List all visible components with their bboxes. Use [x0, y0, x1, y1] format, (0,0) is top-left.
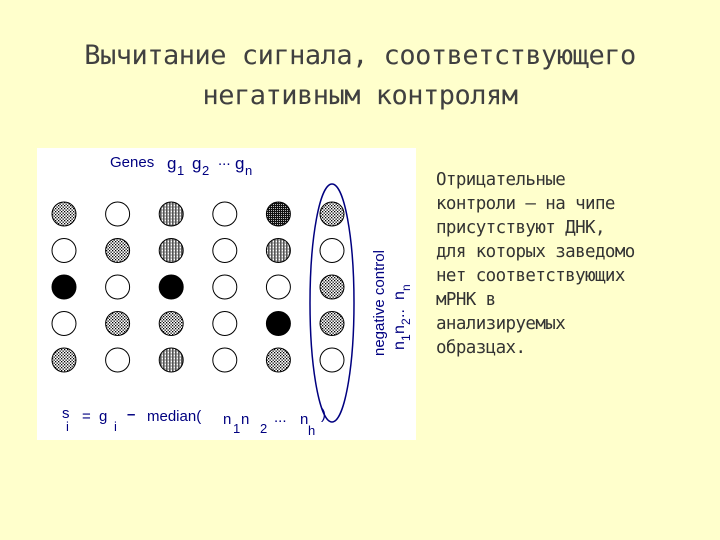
control-n1-sub: 1 [399, 334, 413, 341]
description-line: для которых заведомо [436, 242, 635, 262]
description-line: присутствуют ДНК, [436, 218, 605, 238]
spot-black [266, 312, 290, 336]
formula-n1: n [223, 411, 232, 428]
slide-title-line2: негативным контролям [202, 80, 518, 111]
formula-g-sub: i [114, 419, 117, 434]
microarray-diagram [37, 148, 416, 440]
gene-g1-sub: 1 [177, 163, 185, 178]
gene-g2: g [192, 154, 202, 173]
spot-white [320, 348, 344, 372]
description-line: контроли – на чипе [436, 194, 615, 214]
spot-hatched [159, 348, 183, 372]
spot-white [52, 239, 76, 263]
formula-dots: ... [274, 409, 287, 426]
spot-dotted [52, 348, 76, 372]
spot-white [213, 275, 237, 299]
negative-control-label: negative control [371, 250, 388, 356]
control-dots: .. [391, 309, 408, 318]
formula-s-sub: i [66, 419, 69, 434]
spot-white [106, 202, 130, 226]
spot-hatched [159, 202, 183, 226]
spot-dotted [159, 312, 183, 336]
formula-minus: – [127, 406, 136, 423]
spot-white [106, 275, 130, 299]
spot-white [52, 312, 76, 336]
spot-black [52, 275, 76, 299]
slide-title-line1: Вычитание сигнала, соответствующего [84, 40, 636, 71]
control-nn-sub: n [399, 284, 413, 291]
formula-equals: = [82, 408, 91, 425]
spot-dotted [106, 312, 130, 336]
spot-grid [37, 148, 416, 440]
spot-dotted [320, 202, 344, 226]
spot-dotted [320, 312, 344, 336]
description-line: анализируемых [436, 314, 566, 334]
control-nn: n [391, 291, 408, 300]
description-line: Отрицательные [436, 170, 566, 190]
gene-g2-sub: 2 [202, 163, 210, 178]
formula-nh-sub: h [308, 423, 316, 438]
spot-hatched [266, 239, 290, 263]
spot-black [159, 275, 183, 299]
spot-hatched [159, 239, 183, 263]
formula-g: g [99, 408, 108, 425]
formula-n2: n [241, 411, 250, 428]
spot-white [266, 275, 290, 299]
spot-dotted [106, 239, 130, 263]
spot-dotted [320, 275, 344, 299]
formula-s: s [62, 405, 70, 422]
spot-white [213, 202, 237, 226]
formula-median: median( [147, 408, 202, 425]
formula-close-paren: ) [321, 406, 326, 423]
gene-gn: g [235, 154, 245, 173]
description-line: нет соответствующих [436, 266, 625, 286]
spot-dotted [52, 202, 76, 226]
description-line: образцах. [436, 338, 526, 358]
genes-label: Genes [110, 154, 155, 171]
description-text [436, 168, 720, 360]
spot-white [320, 239, 344, 263]
spot-white [213, 239, 237, 263]
formula-n1-sub: 1 [233, 421, 241, 436]
spot-dark [266, 202, 290, 226]
gene-dots: ... [218, 152, 231, 169]
control-n1: n [391, 341, 408, 350]
formula-n2-sub: 2 [260, 421, 268, 436]
gene-g1: g [167, 154, 177, 173]
formula-nh: n [300, 411, 309, 428]
spot-white [213, 312, 237, 336]
spot-white [106, 348, 130, 372]
spot-dotted [266, 348, 290, 372]
description-line: мРНК в [436, 290, 496, 310]
gene-gn-sub: n [245, 163, 253, 178]
spot-white [213, 348, 237, 372]
control-n2: n [391, 325, 408, 334]
control-n2-sub: 2 [399, 318, 413, 325]
